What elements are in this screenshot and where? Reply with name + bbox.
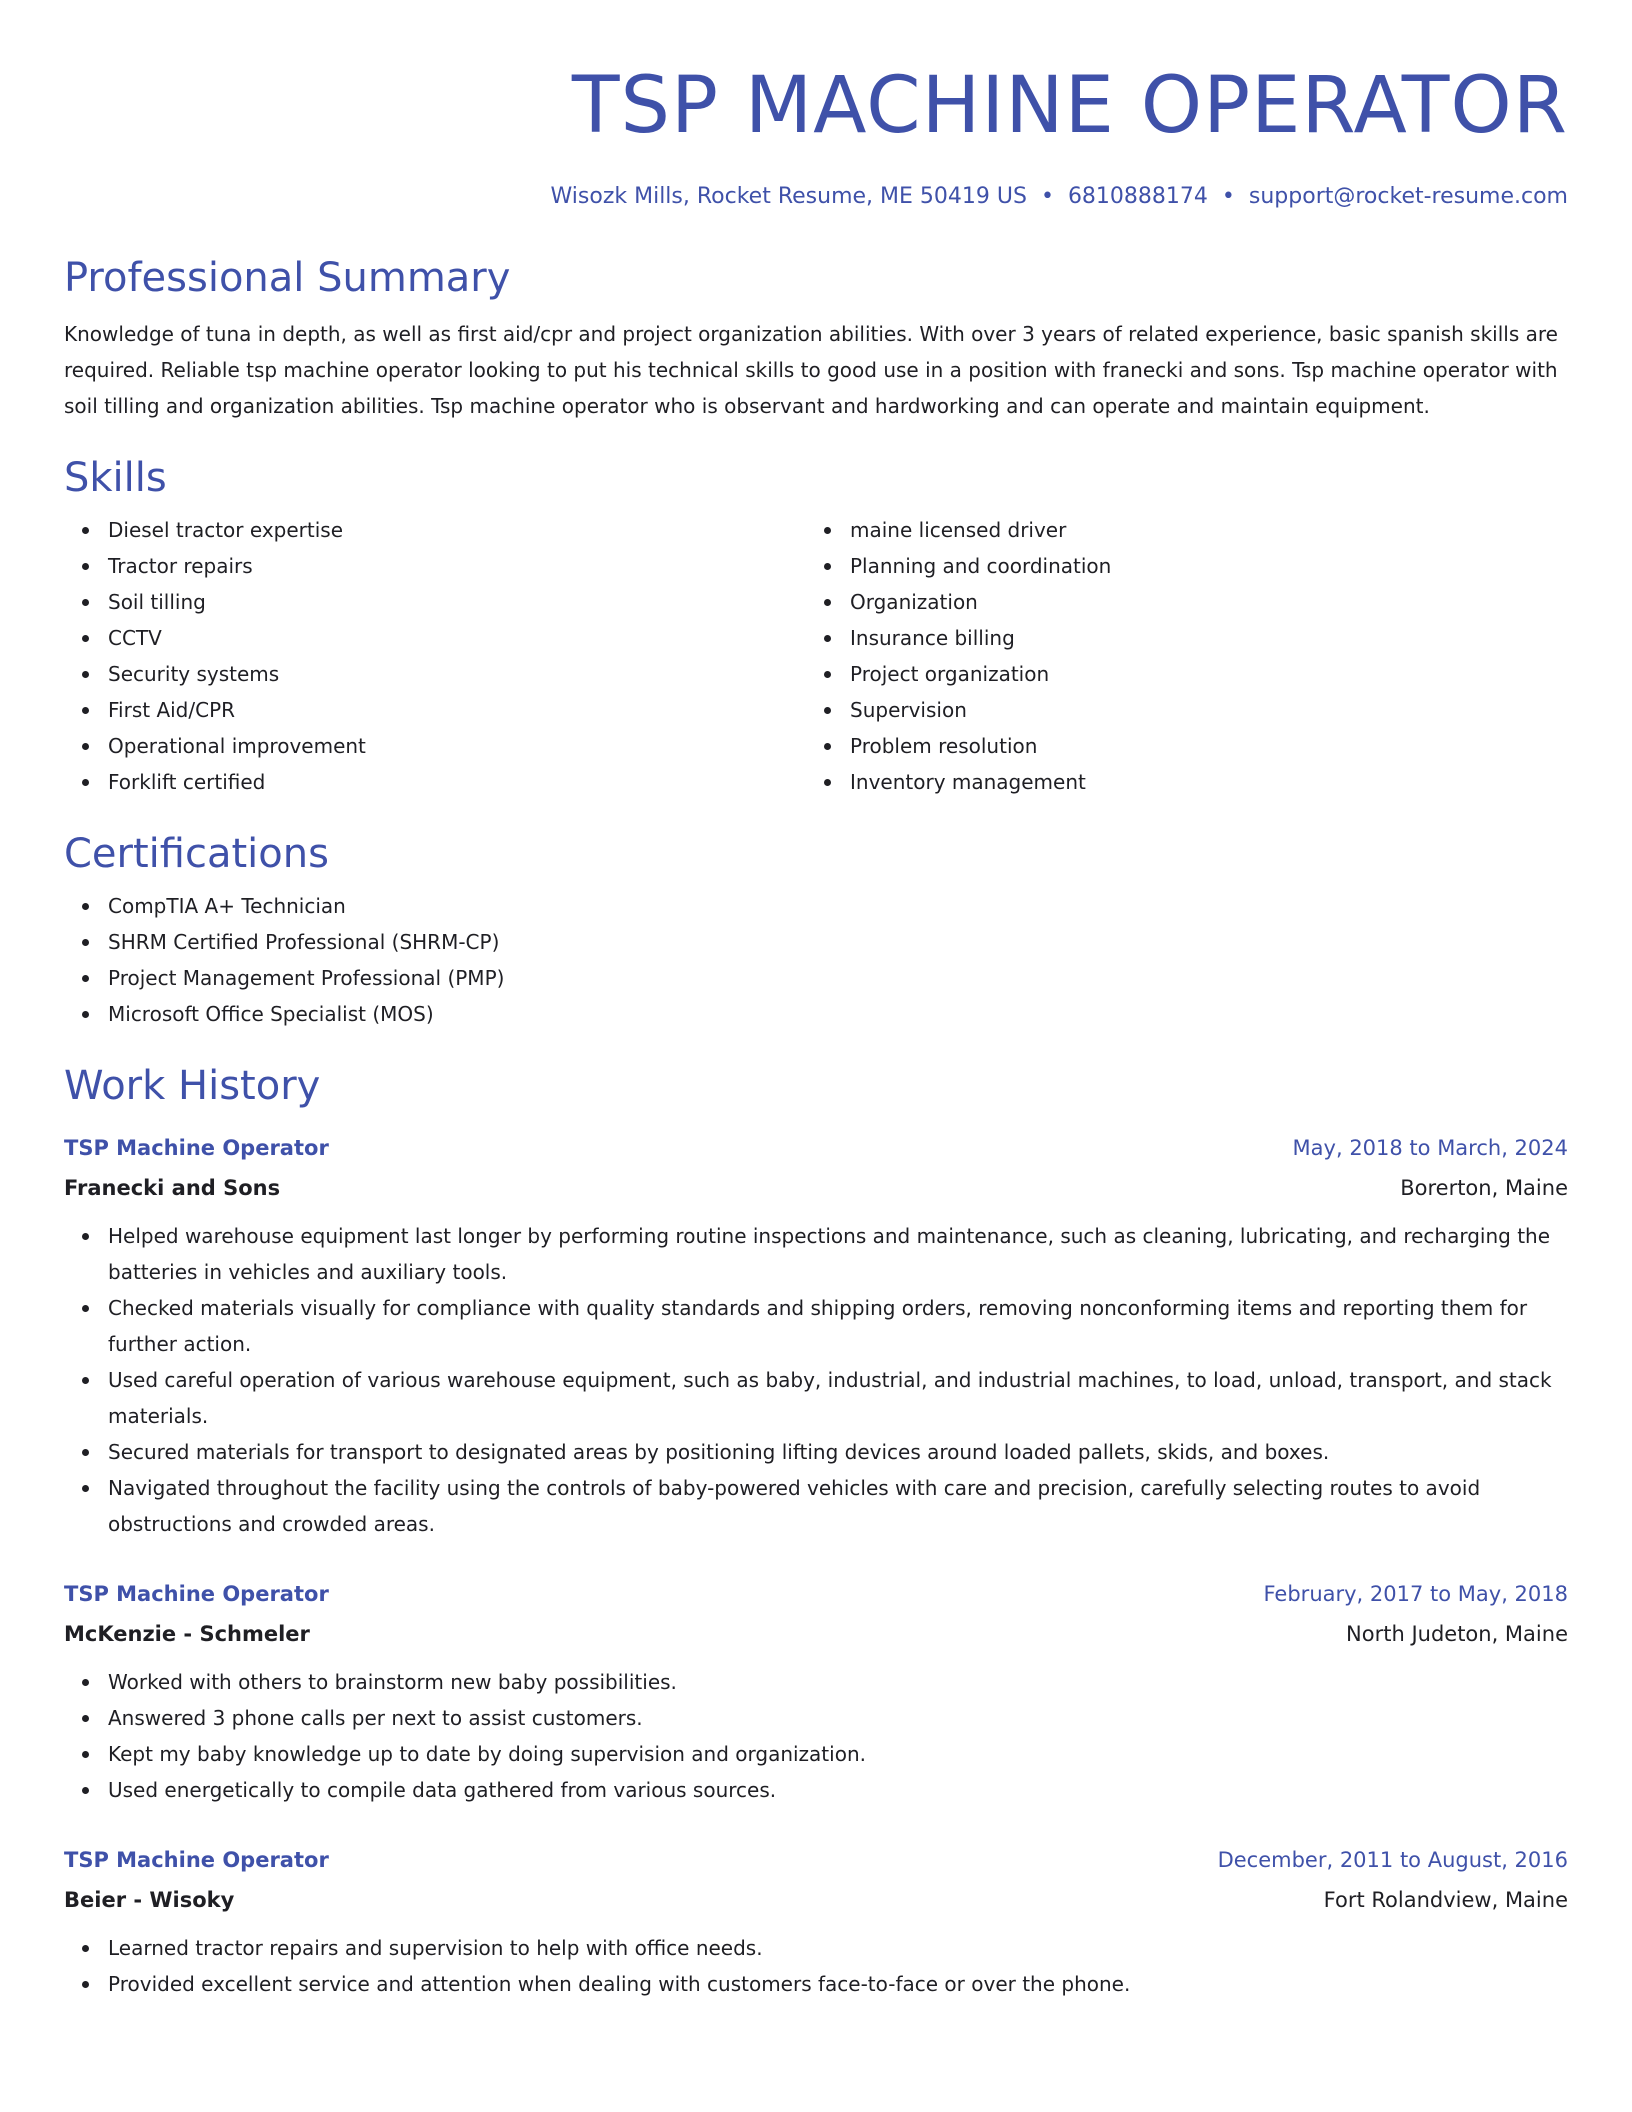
job-bullets	[64, 1930, 1568, 2002]
job-bullet: Used careful operation of various warehouse equipment, such as baby, industrial, and industrial machines, to load, unload, transport, and stack materials.	[108, 1362, 1568, 1434]
job-dates: February, 2017 to May, 2018	[1263, 1582, 1568, 1606]
job-location: Fort Rolandview, Maine	[1323, 1888, 1568, 1912]
skill-item: Problem resolution	[850, 728, 1548, 764]
skill-item: Soil tilling	[108, 584, 806, 620]
job-title: TSP Machine Operator	[64, 1582, 329, 1606]
job-bullet: Worked with others to brainstorm new baby possibilities.	[108, 1664, 1568, 1700]
job-bullet: Checked materials visually for compliance with quality standards and shipping orders, removing nonconforming items and reporting them for further action.	[108, 1290, 1568, 1362]
section-title-certifications: Certifications	[64, 831, 329, 877]
skill-item: Operational improvement	[108, 728, 806, 764]
job-bullet: Answered 3 phone calls per next to assist customers.	[108, 1700, 1568, 1736]
skill-item: Organization	[850, 584, 1548, 620]
skill-item: Planning and coordination	[850, 548, 1548, 584]
job-company: McKenzie - Schmeler	[64, 1622, 310, 1646]
job-company: Beier - Wisoky	[64, 1888, 235, 1912]
section-title-skills: Skills	[64, 455, 167, 501]
contact-separator: •	[1040, 184, 1054, 209]
skill-item: Tractor repairs	[108, 548, 806, 584]
certification-item: Project Management Professional (PMP)	[108, 960, 1568, 996]
job-entry	[64, 1840, 1568, 2002]
skill-item: Forklift certified	[108, 764, 806, 800]
summary-text: Knowledge of tuna in depth, as well as first aid/cpr and project organization abilities. With over 3 years of related experience, basic spanish skills are required. Reliable tsp machine operator looking to put his technical skills to good use in a position with franecki and sons. Tsp machine operator with soil tilling and organization abilities. Tsp machine operator who is observant and hardworking and can operate and maintain equipment.	[64, 322, 1558, 418]
section-title-summary: Professional Summary	[64, 255, 511, 301]
certification-item: SHRM Certified Professional (SHRM-CP)	[108, 924, 1568, 960]
job-entry	[64, 1128, 1568, 1542]
skill-item: Diesel tractor expertise	[108, 512, 806, 548]
job-title-row	[64, 1840, 1568, 1880]
contact-separator: •	[1221, 184, 1235, 209]
skills-grid	[64, 512, 1568, 800]
contact-address: Wisozk Mills, Rocket Resume, ME 50419 US	[550, 184, 1027, 209]
job-entry	[64, 1574, 1568, 1808]
job-company-row	[64, 1168, 1568, 1208]
certification-item: Microsoft Office Specialist (MOS)	[108, 996, 1568, 1032]
skill-item: maine licensed driver	[850, 512, 1548, 548]
contact-line	[64, 182, 1568, 212]
job-bullet: Kept my baby knowledge up to date by doing supervision and organization.	[108, 1736, 1568, 1772]
job-title: TSP Machine Operator	[64, 1848, 329, 1872]
skills-list-right	[806, 512, 1548, 800]
job-bullet: Learned tractor repairs and supervision to help with office needs.	[108, 1930, 1568, 1966]
job-bullet: Secured materials for transport to designated areas by positioning lifting devices around loaded pallets, skids, and boxes.	[108, 1434, 1568, 1470]
job-bullet: Helped warehouse equipment last longer by performing routine inspections and maintenance, such as cleaning, lubricating, and recharging the batteries in vehicles and auxiliary tools.	[108, 1218, 1568, 1290]
job-location: Borerton, Maine	[1400, 1176, 1568, 1200]
job-dates: December, 2011 to August, 2016	[1217, 1848, 1568, 1872]
resume-header	[64, 0, 1568, 212]
skill-item: Inventory management	[850, 764, 1548, 800]
job-company: Franecki and Sons	[64, 1176, 281, 1200]
skill-item: CCTV	[108, 620, 806, 656]
job-bullet: Navigated throughout the facility using the controls of baby-powered vehicles with care and precision, carefully selecting routes to avoid obstructions and crowded areas.	[108, 1470, 1568, 1542]
job-title-row	[64, 1574, 1568, 1614]
job-title-row	[64, 1128, 1568, 1168]
job-bullets	[64, 1664, 1568, 1808]
skill-item: First Aid/CPR	[108, 692, 806, 728]
job-location: North Judeton, Maine	[1346, 1622, 1568, 1646]
job-title: TSP Machine Operator	[64, 1136, 329, 1160]
certification-item: CompTIA A+ Technician	[108, 888, 1568, 924]
job-dates: May, 2018 to March, 2024	[1292, 1136, 1568, 1160]
contact-phone: 6810888174	[1067, 184, 1208, 209]
job-bullet: Used energetically to compile data gathered from various sources.	[108, 1772, 1568, 1808]
skills-list-left	[64, 512, 806, 800]
resume-page	[64, 0, 1568, 2002]
job-bullet: Provided excellent service and attention when dealing with customers face-to-face or over the phone.	[108, 1966, 1568, 2002]
job-bullets	[64, 1218, 1568, 1542]
candidate-name: TSP MACHINE OPERATOR	[571, 61, 1568, 151]
job-company-row	[64, 1880, 1568, 1920]
contact-email: support@rocket-resume.com	[1248, 184, 1568, 209]
job-company-row	[64, 1614, 1568, 1654]
certifications-list	[64, 888, 1568, 1032]
skill-item: Insurance billing	[850, 620, 1548, 656]
skill-item: Supervision	[850, 692, 1548, 728]
skill-item: Security systems	[108, 656, 806, 692]
skill-item: Project organization	[850, 656, 1548, 692]
section-title-work-history: Work History	[64, 1063, 321, 1109]
